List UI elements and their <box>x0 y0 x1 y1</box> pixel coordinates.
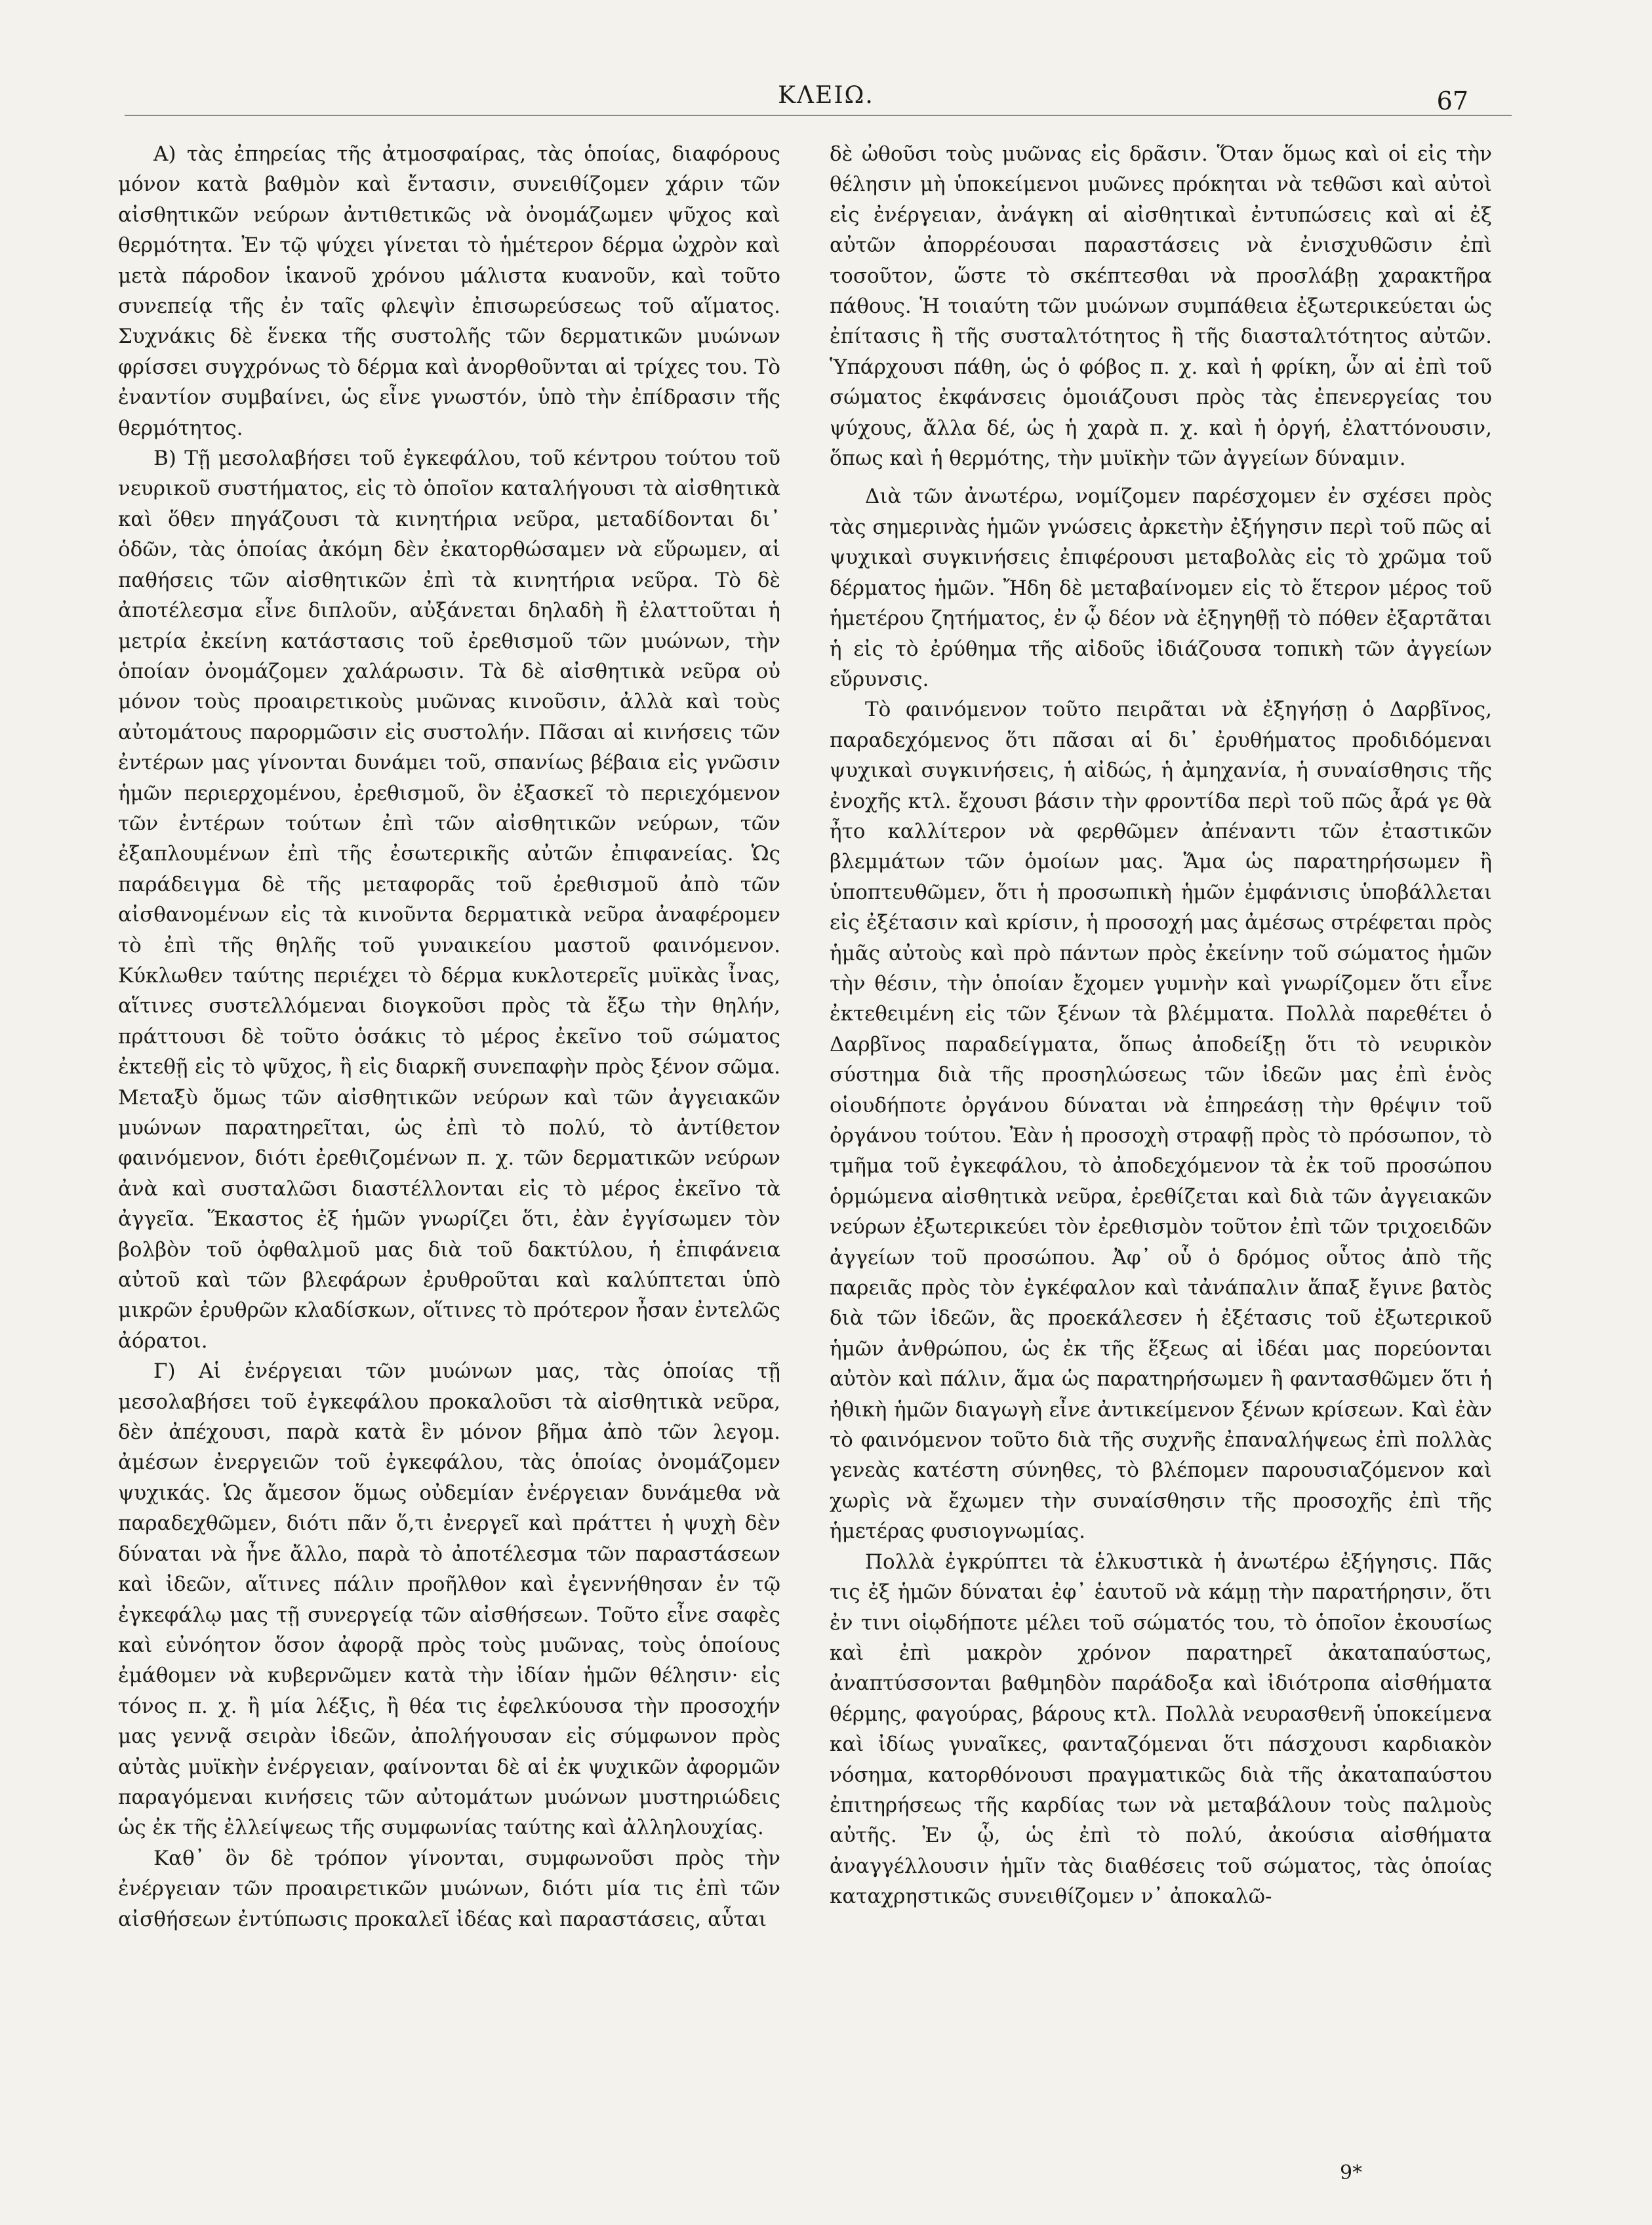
signature-mark: 9* <box>1340 2161 1363 2184</box>
paragraph-explanation: Διὰ τῶν ἀνωτέρω, νομίζομεν παρέσχομεν ἐν σχέσει πρὸς τὰς σημερινὰς ἡμῶν γνώσεις ἀρκετὴν ἐξήγησιν περὶ τοῦ πῶς αἱ ψυχικαὶ συγκινήσεις ἐπιφέρουσι μεταβολὰς εἰς τὸ χρῶμα τοῦ δέρματος ἡμῶν. Ἤδη δὲ μεταβαίνομεν εἰς τὸ ἕτερον μέρος τοῦ ἡμετέρου ζητήματος, ἐν ᾧ δέον νὰ ἐξηγηθῇ τὸ πόθεν ἐξαρτᾶται ἡ εἰς τὸ ἐρύθημα τῆς αἰδοῦς ἰδιάζουσα τοπικὴ τῶν ἀγγείων εὔρυνσις. <box>830 485 1492 691</box>
left-column <box>118 139 780 1934</box>
page-number: 67 <box>1436 87 1468 115</box>
paragraph-manner: Καθ᾽ ὃν δὲ τρόπον γίνονται, συμφωνοῦσι πρὸς τὴν ἐνέργειαν τῶν προαιρετικῶν μυώνων, διότι μία τις ἐπὶ τῶν αἰσθήσεων ἐντύπωσις προκαλεῖ ἰδέας καὶ παραστάσεις, αὗται <box>118 1846 780 1931</box>
paragraph-c-muscles: Γ) Αἱ ἐνέργειαι τῶν μυώνων μας, τὰς ὁποίας τῇ μεσολαβήσει τοῦ ἐγκεφάλου προκαλοῦσι τὰ αἰσθητικὰ νεῦρα, δὲν ἀπέχουσι, παρὰ κατὰ ἓν μόνον βῆμα ἀπὸ τῶν λεγομ. ἀμέσων ἐνεργειῶν τοῦ ἐγκεφάλου, τὰς ὁποίας ὀνομάζομεν ψυχικάς. Ὡς ἄμεσον ὅμως οὐδεμίαν ἐνέργειαν δυνάμεθα νὰ παραδεχθῶμεν, διότι πᾶν ὅ,τι ἐνεργεῖ καὶ πράττει ἡ ψυχὴ δὲν δύναται νὰ ἦνε ἄλλο, παρὰ τὸ ἀποτέλεσμα τῶν παραστάσεων καὶ ἰδεῶν, αἵτινες πάλιν προῆλθον καὶ ἐγεννήθησαν ἐν τῷ ἐγκεφάλῳ μας τῇ συνεργείᾳ τῶν αἰσθήσεων. Τοῦτο εἶνε σαφὲς καὶ εὐνόητον ὅσον ἀφορᾷ πρὸς τοὺς μυῶνας, τοὺς ὁποίους ἐμάθομεν νὰ κυβερνῶμεν κατὰ τὴν ἰδίαν ἡμῶν θέλησιν· εἰς τόνος π. χ. ἢ μία λέξις, ἢ θέα τις ἐφελκύουσα τὴν προσοχήν μας γεννᾷ σειρὰν ἰδεῶν, ἀπολήγουσαν εἰς σύμφωνον πρὸς αὐτὰς μυϊκὴν ἐνέργειαν, φαίνονται δὲ αἱ ἐκ ψυχικῶν ἀφορμῶν παραγόμεναι κινήσεις τῶν αὐτομάτων μυώνων μυστηριώδεις ὡς ἐκ τῆς ἐλλείψεως τῆς συμφωνίας ταύτης καὶ ἀλληλουχίας. <box>118 1359 780 1840</box>
paragraph-darwin: Τὸ φαινόμενον τοῦτο πειρᾶται νὰ ἐξηγήσῃ ὁ Δαρβῖνος, παραδεχόμενος ὅτι πᾶσαι αἱ δι᾽ ἐρυθήματος προδιδόμεναι ψυχικαὶ συγκινήσεις, ἡ αἰδώς, ἡ ἀμηχανία, ἡ συναίσθησις τῆς ἐνοχῆς κτλ. ἔχουσι βάσιν τὴν φροντίδα περὶ τοῦ πῶς ἆρά γε θὰ ἦτο καλλίτερον νὰ φερθῶμεν ἀπέναντι τῶν ἐταστικῶν βλεμμάτων τῶν ὁμοίων μας. Ἅμα ὡς παρατηρήσωμεν ἢ ὑποπτευθῶμεν, ὅτι ἡ προσωπικὴ ἡμῶν ἐμφάνισις ὑποβάλλεται εἰς ἐξέτασιν καὶ κρίσιν, ἡ προσοχή μας ἀμέσως στρέφεται πρὸς ἡμᾶς αὐτοὺς καὶ πρὸ πάντων πρὸς ἐκείνην τοῦ σώματος ἡμῶν τὴν θέσιν, τὴν ὁποίαν ἔχομεν γυμνὴν καὶ γνωρίζομεν ὅτι εἶνε ἐκτεθειμένη εἰς τῶν ξένων τὰ βλέμματα. Πολλὰ παρεθέτει ὁ Δαρβῖνος παραδείγματα, ὅπως ἀποδείξῃ ὅτι τὸ νευρικὸν σύστημα διὰ τῆς προσηλώσεως τῶν ἰδεῶν μας ἐπὶ ἑνὸς οἱουδήποτε ὀργάνου δύναται νὰ ἐπηρεάσῃ τὴν θρέψιν τοῦ ὀργάνου τούτου. Ἐὰν ἡ προσοχὴ στραφῇ πρὸς τὸ πρόσωπον, τὸ τμῆμα τοῦ ἐγκεφάλου, τὸ ἀποδεχόμενον τὰ ἐκ τοῦ προσώπου ὁρμώμενα αἰσθητικὰ νεῦρα, ἐρεθίζεται καὶ διὰ τῶν ἀγγειακῶν νεύρων ἐξωτερικεύει τὸν ἐρεθισμὸν τοῦτον ἐπὶ τῶν τριχοειδῶν ἀγγείων τοῦ προσώπου. Ἀφ᾽ οὗ ὁ δρόμος οὗτος ἀπὸ τῆς παρειᾶς πρὸς τὸν ἐγκέφαλον καὶ τἀνάπαλιν ἅπαξ ἔγινε βατὸς διὰ τῶν ἰδεῶν, ἃς προεκάλεσεν ἡ ἐξέτασις τοῦ ἐξωτερικοῦ ἡμῶν ἀνθρώπου, ὡς ἐκ τῆς ἕξεως αἱ ἰδέαι μας πορεύονται αὐτὸν καὶ πάλιν, ἅμα ὡς παρατηρήσωμεν ἢ φαντασθῶμεν ὅτι ἡ ἠθικὴ ἡμῶν διαγωγὴ εἶνε ἀντικείμενον ξένων κρίσεων. Καὶ ἐὰν τὸ φαινόμενον τοῦτο διὰ τῆς συχνῆς ἐπαναλήψεως ἐπὶ πολλὰς γενεὰς κατέστη σύνηθες, τὸ βλέπομεν παρουσιαζόμενον καὶ χωρὶς νὰ ἔχωμεν τὴν συναίσθησιν τῆς προσοχῆς ἐπὶ τῆς ἡμετέρας φυσιογνωμίας. <box>830 698 1492 1544</box>
paragraph-attraction: Πολλὰ ἐγκρύπτει τὰ ἑλκυστικὰ ἡ ἀνωτέρω ἐξήγησις. Πᾶς τις ἐξ ἡμῶν δύναται ἐφ᾽ ἑαυτοῦ νὰ κάμῃ τὴν παρατήρησιν, ὅτι ἐν τινι οἱῳδήποτε μέλει τοῦ σώματός του, τὸ ὁποῖον ἐκουσίως καὶ ἐπὶ μακρὸν χρόνον παρατηρεῖ ἀκαταπαύστως, ἀναπτύσσονται βαθμηδὸν παράδοξα καὶ ἰδιότροπα αἰσθήματα θέρμης, φαγούρας, βάρους κτλ. Πολλὰ νευρασθενῆ ὑποκείμενα καὶ ἰδίως γυναῖκες, φανταζόμεναι ὅτι πάσχουσι καρδιακὸν νόσημα, κατορθόνουσι πραγματικῶς διὰ τῆς ἀκαταπαύστου ἐπιτηρήσεως τῆς καρδίας των νὰ μεταβάλουν τοὺς παλμοὺς αὐτῆς. Ἐν ᾧ, ὡς ἐπὶ τὸ πολύ, ἀκούσια αἰσθήματα ἀναγγέλλουσιν ἡμῖν τὰς διαθέσεις τοῦ σώματος, τὰς ὁποίας καταχρηστικῶς συνειθίζομεν ν᾽ ἀποκαλῶ- <box>830 1550 1492 1909</box>
paragraph-b-brain: Β) Τῇ μεσολαβήσει τοῦ ἐγκεφάλου, τοῦ κέντρου τούτου τοῦ νευρικοῦ συστήματος, εἰς τὸ ὁποῖον καταλήγουσι τὰ αἰσθητικὰ καὶ ὅθεν πηγάζουσι τὰ κινητήρια νεῦρα, μεταδίδονται δι᾽ ὁδῶν, τὰς ὁποίας ἀκόμη δὲν ἐκατορθώσαμεν νὰ εὕρωμεν, αἱ παθήσεις τῶν αἰσθητικῶν ἐπὶ τὰ κινητήρια νεῦρα. Τὸ δὲ ἀποτέλεσμα εἶνε διπλοῦν, αὐξάνεται δηλαδὴ ἢ ἐλαττοῦται ἡ μετρία ἐκείνη κατάστασις τοῦ ἐρεθισμοῦ τῶν μυώνων, τὴν ὁποίαν ὀνομάζομεν χαλάρωσιν. Τὰ δὲ αἰσθητικὰ νεῦρα οὐ μόνον τοὺς προαιρετικοὺς μυῶνας κινοῦσιν, ἀλλὰ καὶ τοὺς αὐτομάτους παρορμῶσιν εἰς συστολήν. Πᾶσαι αἱ κινήσεις τῶν ἐντέρων μας γίνονται δυνάμει τοῦ, σπανίως βέβαια εἰς γνῶσιν ἡμῶν περιερχομένου, ἐρεθισμοῦ, ὃν ἐξασκεῖ τὸ περιεχόμενον τῶν ἐντέρων τούτων ἐπὶ τῶν αἰσθητικῶν νεύρων, τῶν ἐξαπλουμένων ἐπὶ τῆς ἐσωτερικῆς αὐτῶν ἐπιφανείας. Ὡς παράδειγμα δὲ τῆς μεταφορᾶς τοῦ ἐρεθισμοῦ ἀπὸ τῶν αἰσθανομένων εἰς τὰ κινοῦντα δερματικὰ νεῦρα ἀναφέρομεν τὸ ἐπὶ τῆς θηλῆς τοῦ γυναικείου μαστοῦ φαινόμενον. Κύκλωθεν ταύτης περιέχει τὸ δέρμα κυκλοτερεῖς μυϊκὰς ἶνας, αἵτινες συστελλόμεναι διογκοῦσι πρὸς τὰ ἔξω τὴν θηλήν, πράττουσι δὲ τοῦτο ὁσάκις τὸ μέρος ἐκεῖνο τοῦ σώματος ἐκτεθῇ εἰς τὸ ψῦχος, ἢ εἰς διαρκῆ συνεπαφὴν πρὸς ξένον σῶμα. Μεταξὺ ὅμως τῶν αἰσθητικῶν νεύρων καὶ τῶν ἀγγειακῶν μυώνων παρατηρεῖται, ὡς ἐπὶ τὸ πολύ, τὸ ἀντίθετον φαινόμενον, διότι ἐρεθιζομένων π. χ. τῶν δερματικῶν νεύρων ἀνὰ καὶ συσταλῶσι διαστέλλονται εἰς τὸ μέρος ἐκεῖνο τὰ ἀγγεῖα. Ἕκαστος ἐξ ἡμῶν γνωρίζει ὅτι, ἐὰν ἐγγίσωμεν τὸν βολβὸν τοῦ ὀφθαλμοῦ μας διὰ τοῦ δακτύλου, ἡ ἐπιφάνεια αὐτοῦ καὶ τῶν βλεφάρων ἐρυθροῦται καὶ καλύπτεται ὑπὸ μικρῶν ἐρυθρῶν κλαδίσκων, οἵτινες τὸ πρότερον ἦσαν ἐντελῶς ἀόρατοι. <box>118 447 780 1353</box>
paragraph-a-weather: Α) τὰς ἐπηρείας τῆς ἀτμοσφαίρας, τὰς ὁποίας, διαφόρους μόνον κατὰ βαθμὸν καὶ ἔντασιν, συνειθίζομεν χάριν τῶν αἰσθητικῶν νεύρων ἀντιθετικῶς νὰ ὀνομάζωμεν ψῦχος καὶ θερμότητα. Ἐν τῷ ψύχει γίνεται τὸ ἡμέτερον δέρμα ὠχρὸν καὶ μετὰ πάροδον ἱκανοῦ χρόνου μάλιστα κυανοῦν, καὶ τοῦτο συνεπείᾳ τῆς ἐν ταῖς φλεψὶν ἐπισωρεύσεως τοῦ αἵματος. Συχνάκις δὲ ἕνεκα τῆς συστολῆς τῶν δερματικῶν μυώνων φρίσσει συγχρόνως τὸ δέρμα καὶ ἀνορθοῦνται αἱ τρίχες του. Τὸ ἐναντίον συμβαίνει, ὡς εἶνε γνωστόν, ὑπὸ τὴν ἐπίδρασιν τῆς θερμότητος. <box>118 142 780 440</box>
header-rule <box>125 115 1512 116</box>
paragraph-continuation: δὲ ὠθοῦσι τοὺς μυῶνας εἰς δρᾶσιν. Ὅταν ὅμως καὶ οἱ εἰς τὴν θέλησιν μὴ ὑποκείμενοι μυῶνες πρόκηται νὰ τεθῶσι καὶ αὐτοὶ εἰς ἐνέργειαν, ἀνάγκη αἱ αἰσθητικαὶ ἐντυπώσεις καὶ αἱ ἐξ αὐτῶν ἀπορρέουσαι παραστάσεις νὰ ἐνισχυθῶσιν ἐπὶ τοσοῦτον, ὥστε τὸ σκέπτεσθαι νὰ προσλάβῃ χαρακτῆρα πάθους. Ἡ τοιαύτη τῶν μυώνων συμπάθεια ἐξωτερικεύεται ὡς ἐπίτασις ἢ τῆς συσταλτότητος ἢ τῆς διασταλτότητος αὐτῶν. Ὑπάρχουσι πάθη, ὡς ὁ φόβος π. χ. καὶ ἡ φρίκη, ὧν αἱ ἐπὶ τοῦ σώματος ἐκφάνσεις ὁμοιάζουσι πρὸς τὰς ἐπενεργείας του ψύχους, ἄλλα δέ, ὡς ἡ χαρὰ π. χ. καὶ ἡ ὀργή, ἐλαττόνουσιν, ὅπως καὶ ἡ θερμότης, τὴν μυϊκὴν τῶν ἀγγείων δύναμιν. <box>830 142 1492 471</box>
right-column <box>830 139 1492 1912</box>
running-title: ΚΛΕΙΩ. <box>778 82 874 109</box>
